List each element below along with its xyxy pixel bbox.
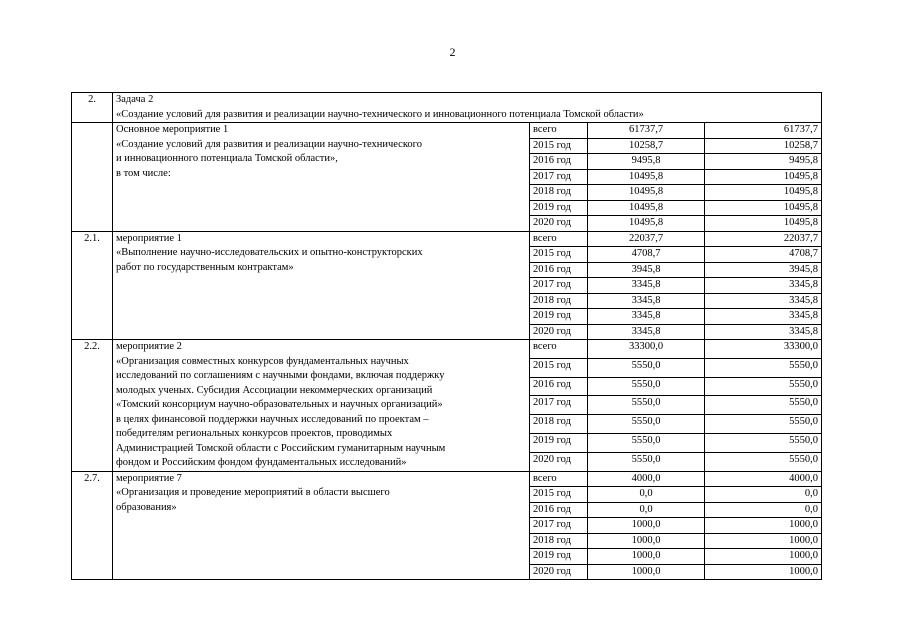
item-number: 2.2. [72, 340, 113, 472]
period-cell: 2017 год [530, 169, 588, 185]
description-line: мероприятие 2 [116, 341, 182, 352]
page-number: 2 [449, 45, 456, 59]
item-number: 2.1. [72, 231, 113, 340]
task-title-line: «Создание условий для развития и реализации научно-технического и инновационного потенциала Томской области» [116, 108, 644, 120]
period-cell: 2017 год [530, 278, 588, 294]
amount-cell: 3345,8 [588, 309, 705, 325]
period-cell: 2015 год [530, 138, 588, 154]
period-cell: 2016 год [530, 262, 588, 278]
amount-cell: 10495,8 [588, 216, 705, 232]
period-cell: 2019 год [530, 433, 588, 452]
amount-cell: 1000,0 [705, 549, 822, 565]
period-cell: 2019 год [530, 549, 588, 565]
description-line: и инновационного потенциала Томской области», [116, 153, 338, 164]
amount-cell: 0,0 [705, 502, 822, 518]
amount-cell: 3345,8 [705, 324, 822, 340]
amount-cell: 5550,0 [705, 415, 822, 434]
amount-cell: 3345,8 [588, 324, 705, 340]
amount-cell: 10495,8 [588, 169, 705, 185]
period-cell: всего [530, 471, 588, 487]
amount-cell: 3345,8 [588, 293, 705, 309]
amount-cell: 5550,0 [588, 433, 705, 452]
amount-cell: 10495,8 [705, 216, 822, 232]
description-line: «Создание условий для развития и реализации научно-технического [116, 138, 422, 150]
amount-cell: 10495,8 [705, 169, 822, 185]
period-cell: 2016 год [530, 377, 588, 396]
amount-cell: 10495,8 [705, 200, 822, 216]
period-cell: 2020 год [530, 452, 588, 471]
item-description [113, 231, 530, 340]
amount-cell: 3345,8 [705, 309, 822, 325]
amount-cell: 0,0 [588, 502, 705, 518]
amount-cell: 1000,0 [705, 564, 822, 580]
amount-cell: 10495,8 [588, 200, 705, 216]
amount-cell: 22037,7 [588, 231, 705, 247]
budget-table [71, 92, 822, 580]
period-cell: 2015 год [530, 487, 588, 503]
description-line: фондом и Российским фондом фундаментальных исследований» [116, 457, 407, 468]
amount-cell: 33300,0 [705, 340, 822, 359]
item-number [72, 123, 113, 232]
amount-cell: 61737,7 [588, 123, 705, 139]
period-cell: 2018 год [530, 415, 588, 434]
amount-cell: 5550,0 [588, 396, 705, 415]
amount-cell: 1000,0 [705, 533, 822, 549]
description-line: «Организация совместных конкурсов фундаментальных научных [116, 355, 409, 367]
description-line: молодых ученых. Субсидия Ассоциации некоммерческих организаций [116, 384, 433, 396]
period-cell: 2020 год [530, 216, 588, 232]
description-line: мероприятие 7 [116, 472, 182, 484]
amount-cell: 5550,0 [705, 433, 822, 452]
amount-cell: 3945,8 [705, 262, 822, 278]
task-header-row [72, 93, 822, 123]
description-line: в том числе: [116, 167, 171, 179]
amount-cell: 3345,8 [705, 278, 822, 294]
description-line: Администрацией Томской области с Российским гуманитарным научным [116, 442, 446, 454]
period-cell: 2015 год [530, 358, 588, 377]
table-row [72, 231, 822, 247]
item-description [113, 340, 530, 472]
description-line: образования» [116, 501, 177, 513]
period-cell: 2018 год [530, 185, 588, 201]
amount-cell: 10258,7 [705, 138, 822, 154]
period-cell: всего [530, 123, 588, 139]
period-cell: 2017 год [530, 396, 588, 415]
period-cell: 2020 год [530, 324, 588, 340]
period-cell: 2020 год [530, 564, 588, 580]
task-title [113, 93, 822, 123]
period-cell: 2018 год [530, 293, 588, 309]
amount-cell: 0,0 [705, 487, 822, 503]
period-cell: 2019 год [530, 309, 588, 325]
amount-cell: 1000,0 [588, 564, 705, 580]
amount-cell: 1000,0 [705, 518, 822, 534]
period-cell: 2016 год [530, 154, 588, 170]
description-line: «Томский консорциум научно-образовательных и научных организаций» [116, 399, 443, 410]
amount-cell: 3945,8 [588, 262, 705, 278]
amount-cell: 10495,8 [588, 185, 705, 201]
description-line: «Организация и проведение мероприятий в области высшего [116, 487, 390, 498]
task-number: 2. [72, 93, 113, 123]
amount-cell: 5550,0 [705, 377, 822, 396]
description-line: «Выполнение научно-исследовательских и опытно-конструкторских [116, 247, 423, 258]
amount-cell: 1000,0 [588, 533, 705, 549]
amount-cell: 1000,0 [588, 518, 705, 534]
amount-cell: 3345,8 [588, 278, 705, 294]
amount-cell: 4708,7 [588, 247, 705, 263]
period-cell: 2018 год [530, 533, 588, 549]
task-title-line: Задача 2 [116, 94, 154, 105]
amount-cell: 5550,0 [705, 452, 822, 471]
amount-cell: 9495,8 [705, 154, 822, 170]
table-row [72, 340, 822, 359]
table-row [72, 123, 822, 139]
description-line: победителям региональных конкурсов проектов, проводимых [116, 428, 393, 439]
period-cell: всего [530, 340, 588, 359]
amount-cell: 22037,7 [705, 231, 822, 247]
amount-cell: 5550,0 [705, 358, 822, 377]
amount-cell: 5550,0 [588, 452, 705, 471]
amount-cell: 4708,7 [705, 247, 822, 263]
item-description [113, 123, 530, 232]
amount-cell: 4000,0 [705, 471, 822, 487]
amount-cell: 10258,7 [588, 138, 705, 154]
description-line: в целях финансовой поддержки научных исследований по проектам – [116, 413, 429, 425]
description-line: мероприятие 1 [116, 232, 182, 244]
amount-cell: 1000,0 [588, 549, 705, 565]
period-cell: 2017 год [530, 518, 588, 534]
item-number: 2.7. [72, 471, 113, 580]
amount-cell: 10495,8 [705, 185, 822, 201]
item-description [113, 471, 530, 580]
amount-cell: 5550,0 [588, 377, 705, 396]
period-cell: 2016 год [530, 502, 588, 518]
table-row [72, 471, 822, 487]
description-line: исследований по соглашениям с научными фондами, включая поддержку [116, 370, 445, 381]
amount-cell: 5550,0 [588, 358, 705, 377]
description-line: работ по государственным контрактам» [116, 261, 294, 273]
period-cell: 2019 год [530, 200, 588, 216]
period-cell: 2015 год [530, 247, 588, 263]
description-line: Основное мероприятие 1 [116, 124, 229, 135]
amount-cell: 4000,0 [588, 471, 705, 487]
amount-cell: 5550,0 [705, 396, 822, 415]
amount-cell: 33300,0 [588, 340, 705, 359]
amount-cell: 0,0 [588, 487, 705, 503]
period-cell: всего [530, 231, 588, 247]
amount-cell: 5550,0 [588, 415, 705, 434]
amount-cell: 61737,7 [705, 123, 822, 139]
amount-cell: 3345,8 [705, 293, 822, 309]
amount-cell: 9495,8 [588, 154, 705, 170]
